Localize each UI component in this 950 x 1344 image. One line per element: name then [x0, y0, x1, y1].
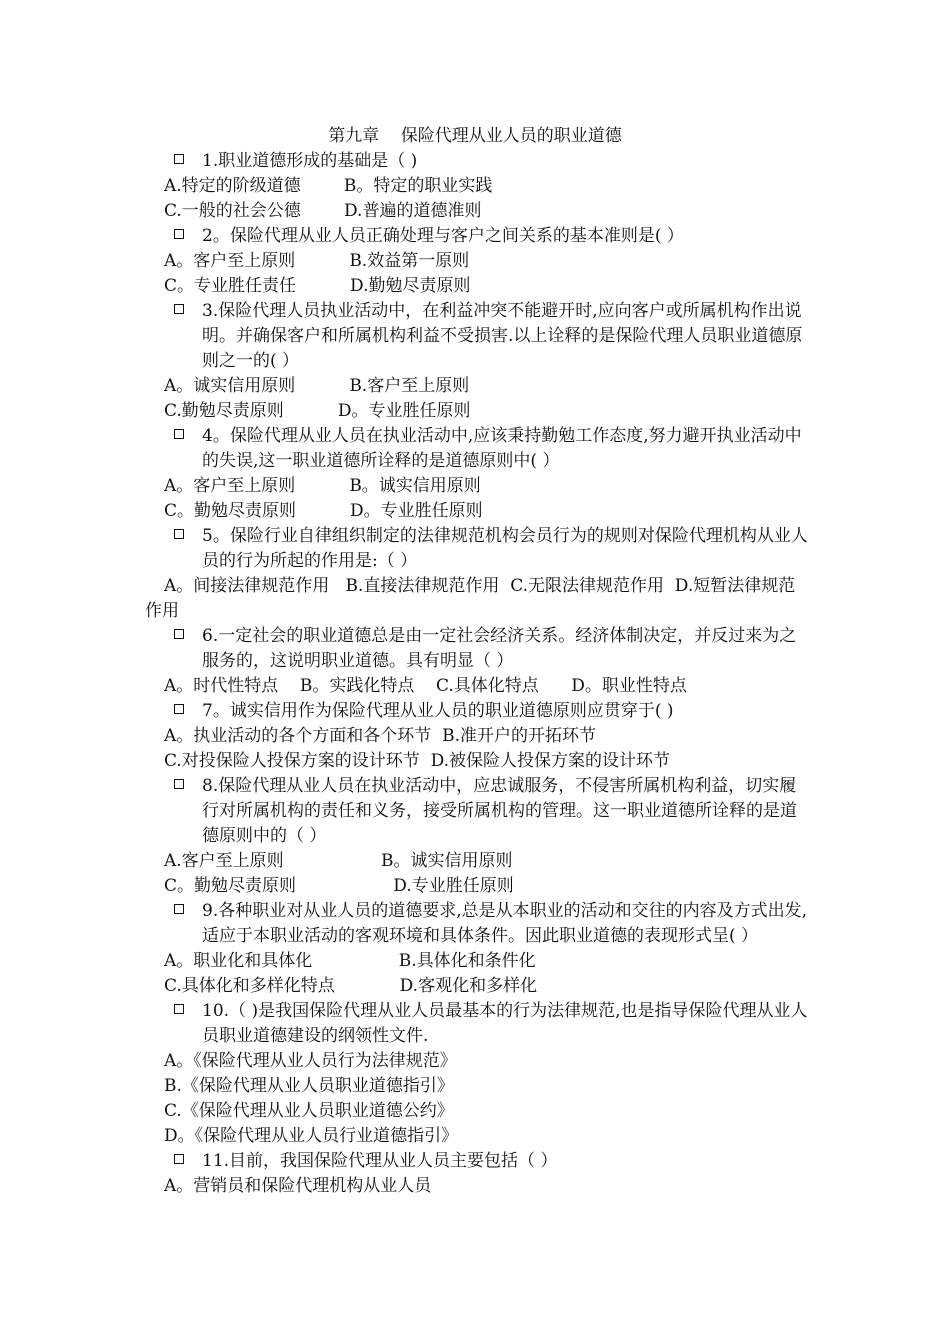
question-stem: [202, 699, 812, 724]
question-text: 6.一定社会的职业道德总是由一定社会经济关系。经济体制决定，并反过来为之服务的，这说明职业道德。具有明显（ ）: [202, 626, 797, 671]
question-stem: [202, 524, 812, 574]
question-text: 8.保险代理从业人员在执业活动中，应忠诚服务，不侵害所属机构利益，切实履行对所属机构的责任和义务，接受所属机构的管理。这一职业道德所诠释的是道德原则中的（ ）: [202, 776, 797, 846]
option-row: C.勤勉尽责原则 D。专业胜任原则: [164, 401, 471, 421]
option-row: B.《保险代理从业人员职业道德指引》: [164, 1076, 454, 1096]
checkbox-icon[interactable]: [174, 904, 184, 914]
option-row: D。《保险代理从业人员行业道德指引》: [164, 1126, 459, 1146]
option-row: A。执业活动的各个方面和各个环节 B.准开户的开拓环节: [164, 726, 596, 746]
question-stem: [202, 149, 812, 174]
checkbox-icon[interactable]: [174, 529, 184, 539]
question-stem: [202, 224, 812, 249]
question-stem: [202, 774, 812, 849]
option-row: C。勤勉尽责原则 D.专业胜任原则: [164, 876, 514, 896]
question-text: 2。保险代理从业人员正确处理与客户之间关系的基本准则是( ）: [202, 226, 684, 246]
option-row: C。专业胜任责任 D.勤勉尽责原则: [164, 276, 471, 296]
question-stem: [202, 1149, 812, 1174]
option-row: C.具体化和多样化特点 D.客观化和多样化: [164, 976, 538, 996]
checkbox-icon[interactable]: [174, 704, 184, 714]
option-row: C。勤勉尽责原则 D。专业胜任原则: [164, 501, 483, 521]
question-stem: [202, 299, 812, 374]
checkbox-icon[interactable]: [174, 629, 184, 639]
question-text: 4。保险代理从业人员在执业活动中,应该秉持勤勉工作态度,努力避开执业活动中的失误,这一职业道德所诠释的是道德原则中( ）: [202, 426, 802, 471]
checkbox-icon[interactable]: [174, 779, 184, 789]
option-row: C.对投保险人投保方案的设计环节 D.被保险人投保方案的设计环节: [164, 751, 671, 771]
question-stem: [202, 999, 812, 1049]
question-stem: [202, 899, 812, 949]
option-row: A。营销员和保险代理机构从业人员: [164, 1176, 432, 1196]
option-row: A。间接法律规范作用 B.直接法律规范作用 C.无限法律规范作用 D.短暂法律规范作用: [145, 576, 796, 621]
question-text: 10.（ )是我国保险代理从业人员最基本的行为法律规范,也是指导保险代理从业人员职业道德建设的纲领性文件.: [202, 1001, 808, 1046]
option-row: A。职业化和具体化 B.具体化和条件化: [164, 951, 536, 971]
checkbox-icon[interactable]: [174, 229, 184, 239]
question-stem: [202, 424, 812, 474]
option-row: A。时代性特点 B。实践化特点 C.具体化特点 D。职业性特点: [164, 676, 687, 696]
option-row: A。客户至上原则 B.效益第一原则: [164, 251, 470, 271]
checkbox-icon[interactable]: [174, 1154, 184, 1164]
question-text: 7。诚实信用作为保险代理从业人员的职业道德原则应贯穿于( ): [202, 701, 674, 721]
checkbox-icon[interactable]: [174, 1004, 184, 1014]
question-text: 3.保险代理人员执业活动中，在利益冲突不能避开时,应向客户或所属机构作出说明。并确保客户和所属机构利益不受损害.以上诠释的是保险代理人员职业道德原则之一的( ）: [202, 301, 803, 371]
option-row: A。《保险代理从业人员行为法律规范》: [164, 1051, 457, 1071]
checkbox-icon[interactable]: [174, 429, 184, 439]
option-row: A.客户至上原则 B。诚实信用原则: [164, 851, 513, 871]
question-text: 1.职业道德形成的基础是（ ): [202, 151, 418, 171]
checkbox-icon[interactable]: [174, 154, 184, 164]
question-list: [0, 149, 950, 1199]
question-text: 5。保险行业自律组织制定的法律规范机构会员行为的规则对保险代理机构从业人员的行为所起的作用是:（ ）: [202, 526, 808, 571]
page-title: 第九章 保险代理从业人员的职业道德: [328, 126, 622, 146]
option-row: A。客户至上原则 B。诚实信用原则: [164, 476, 481, 496]
question-stem: [202, 624, 812, 674]
question-text: 9.各种职业对从业人员的道德要求,总是从本职业的活动和交往的内容及方式出发,适应于本职业活动的客观环境和具体条件。因此职业道德的表现形式呈( ）: [202, 901, 808, 946]
question-text: 11.目前，我国保险代理从业人员主要包括（ ）: [202, 1151, 558, 1171]
checkbox-icon[interactable]: [174, 304, 184, 314]
option-row: C.《保险代理从业人员职业道德公约》: [164, 1101, 454, 1121]
option-row: C.一般的社会公德 D.普遍的道德准则: [164, 201, 482, 221]
option-row: A。诚实信用原则 B.客户至上原则: [164, 376, 470, 396]
option-row: A.特定的阶级道德 B。特定的职业实践: [164, 176, 493, 196]
